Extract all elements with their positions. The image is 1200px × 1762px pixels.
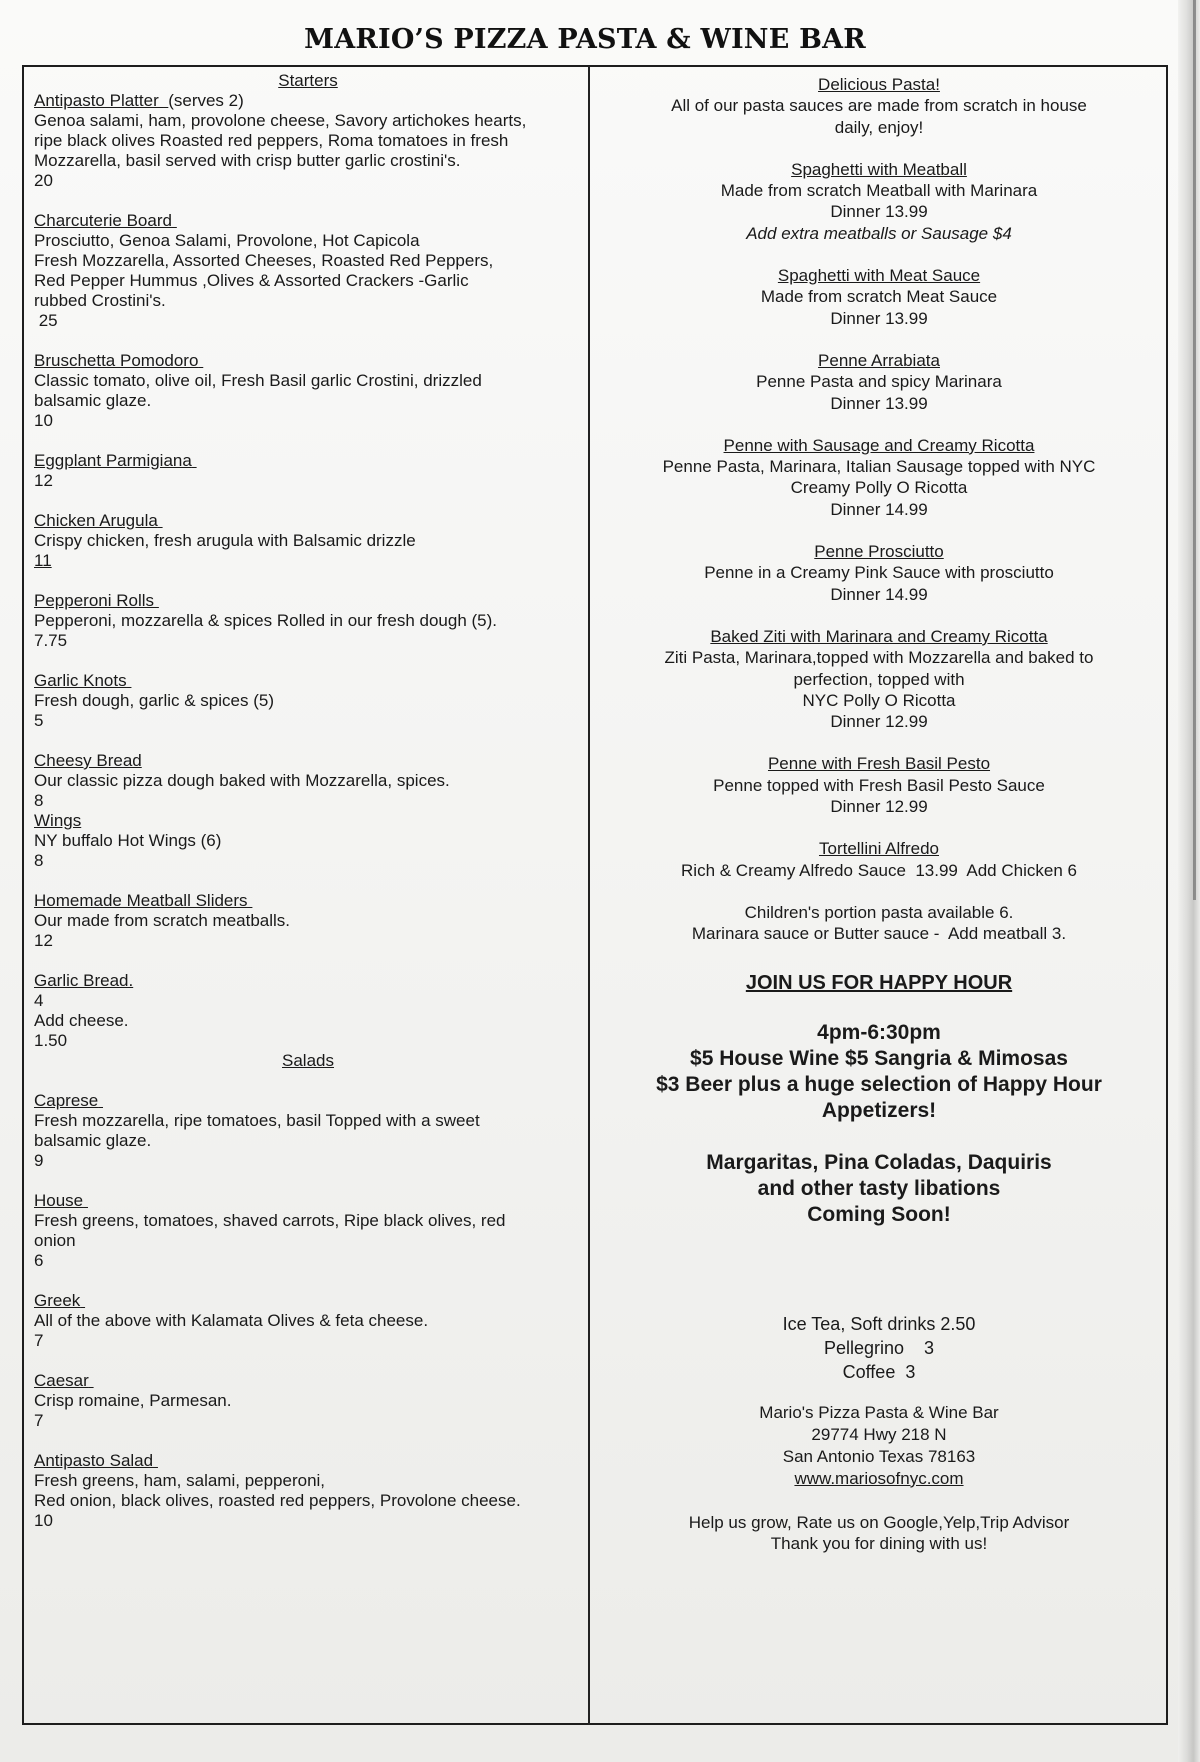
happy-hour-line: $5 House Wine $5 Sangria & Mimosas	[690, 1046, 1068, 1070]
happy-hour-line: Appetizers!	[821, 1098, 937, 1122]
footer-line: Help us grow, Rate us on Google,Yelp,Trip Advisor	[688, 1512, 1070, 1532]
item-name: Penne Prosciutto	[814, 542, 944, 562]
pasta-item	[596, 265, 1162, 329]
pasta-item	[596, 541, 1162, 605]
column-divider	[588, 66, 590, 1725]
pasta-intro	[596, 74, 1162, 138]
menu-item	[34, 751, 582, 811]
pasta-item	[596, 350, 1162, 414]
item-price: 8	[34, 791, 44, 810]
happy-hour-line: 4pm-6:30pm	[817, 1020, 941, 1044]
item-price: 4	[34, 991, 44, 1010]
item-price: 6	[34, 1251, 44, 1270]
item-desc: Our classic pizza dough baked with Mozzarella, spices.	[34, 771, 450, 790]
item-desc: Creamy Polly O Ricotta	[790, 478, 968, 498]
coming-soon-line: Coming Soon!	[807, 1202, 951, 1226]
footer-message	[596, 1512, 1162, 1554]
city-address: San Antonio Texas 78163	[782, 1446, 976, 1466]
item-name: House	[34, 1191, 84, 1210]
item-name: Spaghetti with Meatball	[791, 159, 967, 179]
children-note	[596, 902, 1162, 945]
item-desc: perfection, topped with	[793, 669, 965, 689]
pasta-item	[596, 753, 1162, 817]
menu-item	[34, 1091, 582, 1171]
item-name: Cheesy Bread	[34, 751, 142, 770]
item-name: Caesar	[34, 1371, 89, 1390]
item-price: Dinner 13.99	[830, 393, 928, 413]
item-name: Antipasto Platter	[34, 91, 164, 110]
item-desc: Our made from scratch meatballs.	[34, 911, 291, 930]
item-price: 10	[34, 411, 53, 430]
menu-item	[34, 351, 582, 431]
item-name: Garlic Bread.	[34, 971, 134, 990]
item-desc: NYC Polly O Ricotta	[802, 690, 956, 710]
item-desc: Pepperoni, mozzarella & spices Rolled in our fresh dough (5).	[34, 611, 498, 630]
item-price: 25	[34, 311, 58, 330]
item-desc: Crisp romaine, Parmesan.	[34, 1391, 232, 1410]
item-name: Wings	[34, 811, 82, 830]
menu-item	[34, 1291, 582, 1351]
item-name: Antipasto Salad	[34, 1451, 154, 1470]
coming-soon-line: and other tasty libations	[757, 1176, 1001, 1200]
menu-item	[34, 591, 582, 651]
website-link[interactable]: www.mariosofnyc.com	[794, 1468, 964, 1488]
item-name: Eggplant Parmigiana	[34, 451, 192, 470]
item-name: Baked Ziti with Marinara and Creamy Ricotta	[710, 626, 1048, 646]
contact-info	[596, 1402, 1162, 1490]
item-desc: Fresh greens, tomatoes, shaved carrots, Ripe black olives, red	[34, 1211, 506, 1230]
item-price: 20	[34, 171, 53, 190]
menu-item	[34, 891, 582, 951]
item-desc: Crispy chicken, fresh arugula with Balsamic drizzle	[34, 531, 416, 550]
item-desc: Prosciutto, Genoa Salami, Provolone, Hot Capicola	[34, 231, 420, 250]
item-desc: Classic tomato, olive oil, Fresh Basil garlic Crostini, drizzled	[34, 371, 482, 390]
menu-item	[34, 811, 582, 871]
drink-line: Ice Tea, Soft drinks 2.50	[782, 1313, 976, 1334]
pasta-intro-line: All of our pasta sauces are made from scratch in house	[671, 96, 1087, 116]
item-price: 12	[34, 931, 53, 950]
pasta-heading: Delicious Pasta!	[818, 75, 940, 94]
item-name: Garlic Knots	[34, 671, 127, 690]
item-desc: Penne Pasta and spicy Marinara	[756, 372, 1002, 392]
coming-soon-line: Margaritas, Pina Coladas, Daquiris	[706, 1150, 1052, 1174]
item-price: 7	[34, 1411, 44, 1430]
item-desc: Penne Pasta, Marinara, Italian Sausage topped with NYC	[662, 457, 1096, 477]
paper-edge-dark	[1193, 0, 1196, 900]
item-name: Caprese	[34, 1091, 99, 1110]
item-desc: Red Pepper Hummus ,Olives & Assorted Crackers -Garlic	[34, 271, 469, 290]
coming-soon	[596, 1150, 1162, 1228]
item-desc: NY buffalo Hot Wings (6)	[34, 831, 222, 850]
item-name: Penne Arrabiata	[818, 350, 940, 370]
item-desc: Fresh greens, ham, salami, pepperoni,	[34, 1471, 326, 1490]
item-price: 11	[34, 551, 52, 570]
right-column	[596, 74, 1162, 1554]
item-desc: Made from scratch Meat Sauce	[760, 287, 998, 307]
menu-item	[34, 1371, 582, 1431]
item-desc: onion	[34, 1231, 76, 1250]
item-desc: Ziti Pasta, Marinara,topped with Mozzarella and baked to	[664, 648, 1094, 668]
item-price: 8	[34, 851, 44, 870]
item-name: Greek	[34, 1291, 81, 1310]
children-line: Children's portion pasta available 6.	[744, 902, 1014, 922]
item-desc: Fresh dough, garlic & spices (5)	[34, 691, 274, 710]
menu-item	[34, 91, 582, 191]
street-address: 29774 Hwy 218 N	[811, 1424, 947, 1444]
item-serves: (serves 2)	[168, 91, 244, 110]
item-name: Charcuterie Board	[34, 211, 172, 230]
pasta-intro-line: daily, enjoy!	[834, 117, 924, 137]
children-line: Marinara sauce or Butter sauce - Add meatball 3.	[691, 924, 1067, 944]
item-desc: Mozzarella, basil served with crisp butter garlic crostini's.	[34, 151, 461, 170]
item-price: Dinner 12.99	[830, 797, 928, 817]
salads-heading: Salads	[282, 1051, 334, 1070]
restaurant-name: Mario's Pizza Pasta & Wine Bar	[759, 1402, 999, 1422]
paper-edge-shadow	[1178, 0, 1200, 1762]
item-name: Chicken Arugula	[34, 511, 158, 530]
item-addon: Add cheese.	[34, 1011, 129, 1030]
item-price: Dinner 13.99	[830, 308, 928, 328]
item-price: Dinner 12.99	[830, 712, 928, 732]
item-price: 7.75	[34, 631, 68, 650]
item-note: Add extra meatballs or Sausage $4	[746, 223, 1012, 243]
item-desc: balsamic glaze.	[34, 391, 152, 410]
menu-item	[34, 971, 582, 1051]
item-desc: Fresh Mozzarella, Assorted Cheeses, Roasted Red Peppers,	[34, 251, 494, 270]
item-desc: Made from scratch Meatball with Marinara	[720, 181, 1038, 201]
item-name: Tortellini Alfredo	[818, 839, 939, 859]
item-price: Dinner 13.99	[830, 202, 928, 222]
happy-hour-details	[596, 1020, 1162, 1124]
drinks-list	[596, 1312, 1162, 1384]
item-desc: Penne in a Creamy Pink Sauce with prosciutto	[704, 563, 1054, 583]
happy-hour-heading: JOIN US FOR HAPPY HOUR	[745, 971, 1013, 994]
restaurant-title: MARIO’S PIZZA PASTA & WINE BAR	[304, 24, 866, 55]
item-name: Penne with Sausage and Creamy Ricotta	[723, 435, 1035, 455]
item-desc: Fresh mozzarella, ripe tomatoes, basil Topped with a sweet	[34, 1111, 480, 1130]
item-desc: rubbed Crostini's.	[34, 291, 166, 310]
item-addon-price: 1.50	[34, 1031, 68, 1050]
item-desc: balsamic glaze.	[34, 1131, 152, 1150]
menu-item	[34, 451, 582, 491]
menu-item	[34, 1191, 582, 1271]
pasta-item	[596, 838, 1162, 881]
item-price: Dinner 14.99	[830, 499, 928, 519]
menu-item	[34, 511, 582, 571]
item-price: Dinner 14.99	[830, 584, 928, 604]
pasta-item	[596, 435, 1162, 520]
happy-hour-line: $3 Beer plus a huge selection of Happy Hour	[656, 1072, 1102, 1096]
menu-item	[34, 671, 582, 731]
left-column	[34, 71, 582, 1551]
item-name: Homemade Meatball Sliders	[34, 891, 248, 910]
drink-line: Pellegrino 3	[823, 1337, 935, 1358]
menu-item	[34, 211, 582, 331]
menu-item	[34, 1451, 582, 1531]
item-price: 10	[34, 1511, 53, 1530]
item-name: Pepperoni Rolls	[34, 591, 155, 610]
footer-line: Thank you for dining with us!	[770, 1533, 988, 1553]
pasta-item	[596, 159, 1162, 244]
item-desc: ripe black olives Roasted red peppers, Roma tomatoes in fresh	[34, 131, 509, 150]
drink-line: Coffee 3	[842, 1361, 916, 1382]
item-price: 7	[34, 1331, 44, 1350]
item-desc: Penne topped with Fresh Basil Pesto Sauce	[713, 775, 1045, 795]
item-desc: Rich & Creamy Alfredo Sauce 13.99 Add Chicken 6	[681, 860, 1077, 880]
item-name: Bruschetta Pomodoro	[34, 351, 199, 370]
item-price: 12	[34, 471, 53, 490]
pasta-item	[596, 626, 1162, 732]
starters-heading: Starters	[278, 71, 338, 90]
item-price: 5	[34, 711, 44, 730]
item-desc: Red onion, black olives, roasted red peppers, Provolone cheese.	[34, 1491, 521, 1510]
item-name: Penne with Fresh Basil Pesto	[767, 754, 991, 774]
item-price: 9	[34, 1151, 44, 1170]
item-desc: Genoa salami, ham, provolone cheese, Savory artichokes hearts,	[34, 111, 527, 130]
item-name: Spaghetti with Meat Sauce	[777, 266, 981, 286]
item-desc: All of the above with Kalamata Olives & feta cheese.	[34, 1311, 429, 1330]
